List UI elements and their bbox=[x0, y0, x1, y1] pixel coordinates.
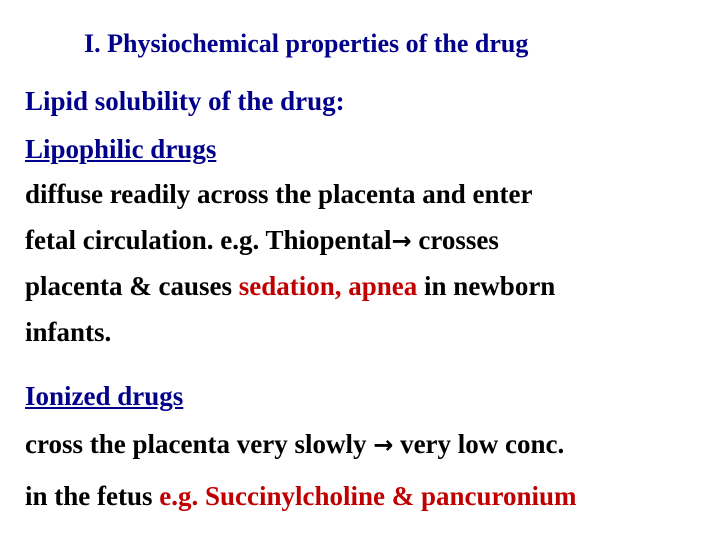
ionized-drugs-heading: Ionized drugs bbox=[25, 381, 184, 411]
lipid-solubility-heading: Lipid solubility of the drug: bbox=[25, 86, 345, 116]
ionized-text-line-2-start: in the fetus bbox=[25, 481, 160, 511]
lipophilic-text-line-3 bbox=[25, 270, 555, 302]
lipophilic-text-line-2-end: crosses bbox=[411, 225, 499, 255]
succinylcholine-highlight: e.g. Succinylcholine & pancuronium bbox=[159, 481, 577, 511]
ionized-text-line-1 bbox=[25, 428, 564, 461]
lipophilic-text-line-3-start: placenta & causes bbox=[25, 271, 239, 301]
lipophilic-text-line-2 bbox=[25, 224, 499, 257]
ionized-text-line-1-start: cross the placenta very slowly bbox=[25, 429, 374, 459]
sedation-apnea-highlight: sedation, apnea bbox=[238, 271, 418, 301]
ionized-text-line-2 bbox=[25, 480, 577, 512]
lipophilic-text-line-1: diffuse readily across the placenta and enter bbox=[25, 179, 533, 209]
lipophilic-text-line-2-start: fetal circulation. e.g. Thiopental bbox=[25, 225, 392, 255]
arrow-icon: → bbox=[391, 227, 412, 255]
lipophilic-text-line-4: infants. bbox=[25, 317, 112, 347]
ionized-text-line-1-end: very low conc. bbox=[393, 429, 565, 459]
lipophilic-text-line-3-end: in newborn bbox=[417, 271, 556, 301]
arrow-icon: → bbox=[373, 431, 394, 459]
lipophilic-drugs-heading: Lipophilic drugs bbox=[25, 134, 217, 164]
slide-title: I. Physiochemical properties of the drug bbox=[84, 29, 529, 58]
